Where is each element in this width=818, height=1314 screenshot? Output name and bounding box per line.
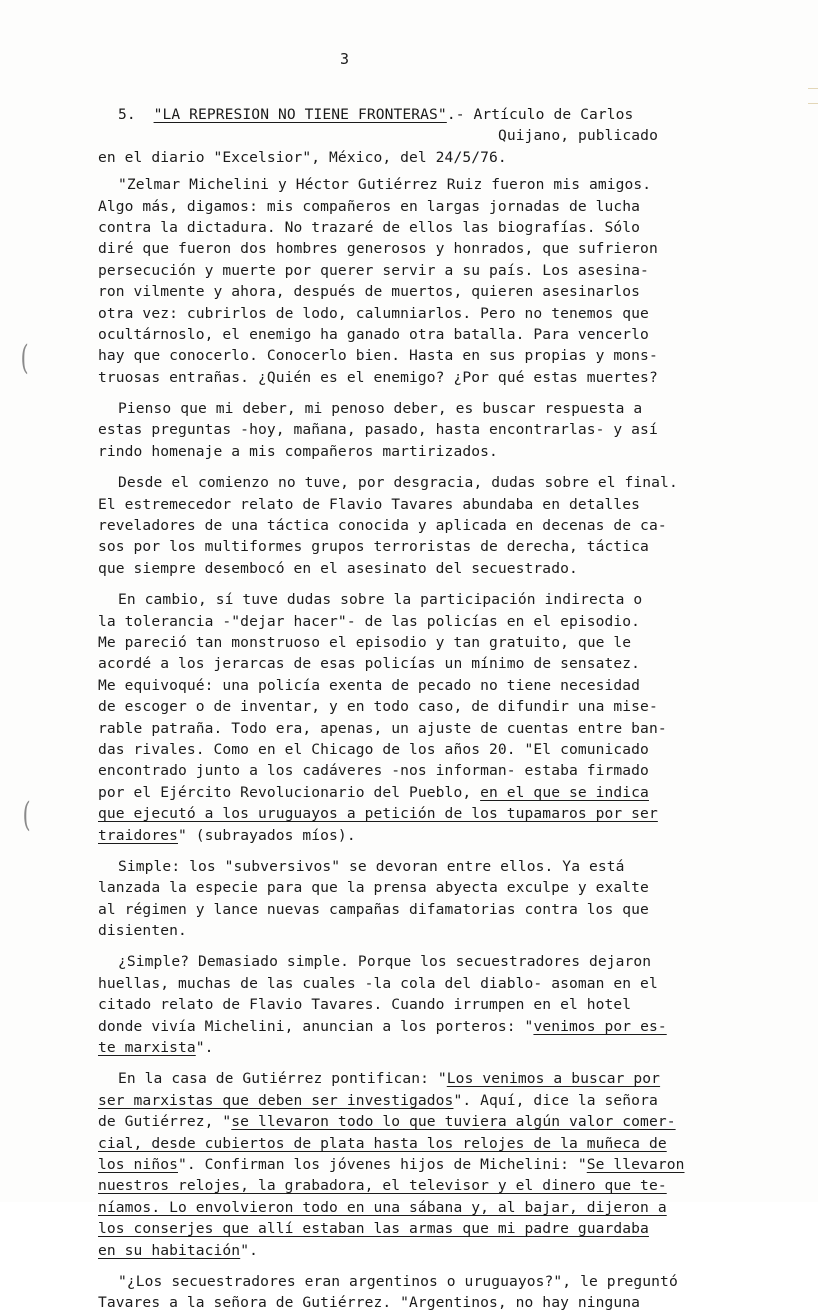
text-line: estas preguntas -hoy, mañana, pasado, hasta encontrarlas- y así [98,421,658,439]
paragraph [98,856,758,942]
text-line [98,825,758,846]
text-run: ". Confirman los jóvenes hijos de Michelini: " [177,1155,587,1173]
text-line: otra vez: cubrirlos de lodo, calumniarlos. Pero no tenemos que [98,304,649,322]
underlined-text: Se llevaron [586,1155,685,1173]
text-run: ". Aquí, dice la señora [453,1091,658,1109]
text-line [118,1068,758,1089]
text-line: Algo más, digamos: mis compañeros en largas jornadas de lucha [98,197,641,215]
text-line: rable patraña. Todo era, apenas, un ajuste de cuentas entre ban- [98,719,667,737]
text-line: truosas entrañas. ¿Quién es el enemigo? ¿Por qué estas muertes? [98,368,658,386]
margin-bracket-mark: ( [22,795,31,835]
underlined-text: níamos. Lo envolvieron todo en una sábana y, al bajar, dijeron a [98,1198,667,1216]
heading-line: en el diario "Excelsior", México, del 24/5/76. [98,148,507,166]
text-run: donde vivía Michelini, anuncian a los porteros: " [98,1017,534,1035]
underlined-text: nuestros relojes, la grabadora, el televisor y el dinero que te- [98,1177,667,1195]
text-line [98,1154,758,1175]
underlined-text: Los venimos a buscar por [446,1070,661,1088]
paragraph [98,589,758,846]
text-run: de Gutiérrez, " [98,1113,232,1131]
text-line [98,1016,758,1037]
text-line [98,1197,758,1218]
text-line [98,1090,758,1111]
paragraph [98,398,758,462]
text-line: disienten. [98,922,187,940]
text-run: En la casa de Gutiérrez pontifican: " [118,1070,447,1088]
text-line: sos por los multiformes grupos terroristas de derecha, táctica [98,538,649,556]
text-line: huellas, muchas de las cuales -la cola del diablo- asoman en el [98,974,658,992]
text-line: Simple: los "subversivos" se devoran entre ellos. Ya está [118,857,625,875]
heading-line: Quijano, publicado [498,127,658,145]
text-line [98,1037,758,1058]
text-line: Pienso que mi deber, mi penoso deber, es buscar respuesta a [118,400,643,418]
text-line: Me equivoqué: una policía exenta de pecado no tiene necesidad [98,676,641,694]
text-line: Tavares a la señora de Gutiérrez. "Argentinos, no hay ninguna [98,1294,641,1312]
paragraph [98,1271,758,1314]
text-line [98,1175,758,1196]
document-body [98,104,758,1314]
text-line: En cambio, sí tuve dudas sobre la participación indirecta o [118,591,643,609]
text-line: acordé a los jerarcas de esas policías un mínimo de sensatez. [98,655,641,673]
text-line: reveladores de una táctica conocida y aplicada en decenas de ca- [98,517,667,535]
paragraph [98,951,758,1058]
text-line: lanzada la especie para que la prensa abyecta exculpe y exalte [98,879,649,897]
text-run: " (subrayados míos). [177,826,356,844]
paragraph [98,174,758,388]
underlined-text: los conserjes que allí estaban las armas que mi padre guardaba [98,1220,649,1238]
underlined-text: cial, desde cubiertos de plata hasta los relojes de la muñeca de [98,1134,667,1152]
item-number: 5. [118,106,136,123]
text-line: la tolerancia -"dejar hacer"- de las policías en el episodio. [98,612,641,630]
text-line [98,1240,758,1261]
text-line: Desde el comienzo no tuve, por desgracia, dudas sobre el final. [118,474,678,492]
text-line: ron vilmente y ahora, después de muertos, quieren asesinarlos [98,283,641,301]
underlined-text: te marxista [98,1039,196,1057]
underlined-text: los niños [98,1155,178,1173]
text-line: El estremecedor relato de Flavio Tavares abundaba en detalles [98,495,641,513]
paragraph [98,472,758,579]
text-line: hay que conocerlo. Conocerlo bien. Hasta en sus propias y mons- [98,347,658,365]
underlined-text: traidores [98,826,178,844]
heading-line [118,104,758,125]
article-title: "LA REPRESION NO TIENE FRONTERAS" [153,106,447,123]
paragraph [98,1068,758,1261]
text-line: contra la dictadura. No trazaré de ellos las biografías. Sólo [98,218,641,236]
text-line: al régimen y lance nuevas campañas difamatorias contra los que [98,900,649,918]
text-line: encontrado junto a los cadáveres -nos informan- estaba firmado [98,762,649,780]
text-line: diré que fueron dos hombres generosos y honrados, que sufrieron [98,240,658,258]
underlined-text: ser marxistas que deben ser investigados [98,1091,454,1109]
text-run: ". [240,1241,258,1259]
text-run: ". [195,1039,214,1057]
text-line: que siempre desembocó en el asesinato del secuestrado. [98,559,578,577]
text-line: Me pareció tan monstruoso el episodio y tan gratuito, que le [98,633,632,651]
text-line: persecución y muerte por querer servir a su país. Los asesina- [98,261,649,279]
underlined-text: en el que se indica [480,783,649,801]
text-line: rindo homenaje a mis compañeros martirizados. [98,442,498,460]
text-run: por el Ejército Revolucionario del Pueblo, [98,783,481,801]
text-line [98,1111,758,1132]
text-line [98,1218,758,1239]
text-line: "¿Los secuestradores eran argentinos o uruguayos?", le preguntó [118,1272,678,1290]
margin-bracket-mark: ( [20,338,29,378]
underlined-text: en su habitación [98,1241,241,1259]
text-line: de escoger o de inventar, y en todo caso, de difundir una mise- [98,698,658,716]
text-line: das rivales. Como en el Chicago de los años 20. "El comunicado [98,740,649,758]
text-line: citado relato de Flavio Tavares. Cuando irrumpen en el hotel [98,996,632,1014]
text-line: ocultárnoslo, el enemigo ha ganado otra batalla. Para vencerlo [98,325,649,343]
text-line [98,803,758,824]
underlined-text: se llevaron todo lo que tuviera algún valor comer- [231,1113,676,1131]
text-line: ¿Simple? Demasiado simple. Porque los secuestradores dejaron [118,953,652,971]
text-line [98,1133,758,1154]
page-number: 3 [340,50,350,68]
edge-mark [808,88,818,104]
underlined-text: venimos por es- [533,1017,667,1035]
heading-text: .- Artículo de Carlos [446,106,634,123]
underlined-text: que ejecutó a los uruguayos a petición de los tupamaros por ser [98,805,658,823]
text-line: "Zelmar Michelini y Héctor Gutiérrez Ruiz fueron mis amigos. [118,176,652,194]
text-line [98,782,758,803]
